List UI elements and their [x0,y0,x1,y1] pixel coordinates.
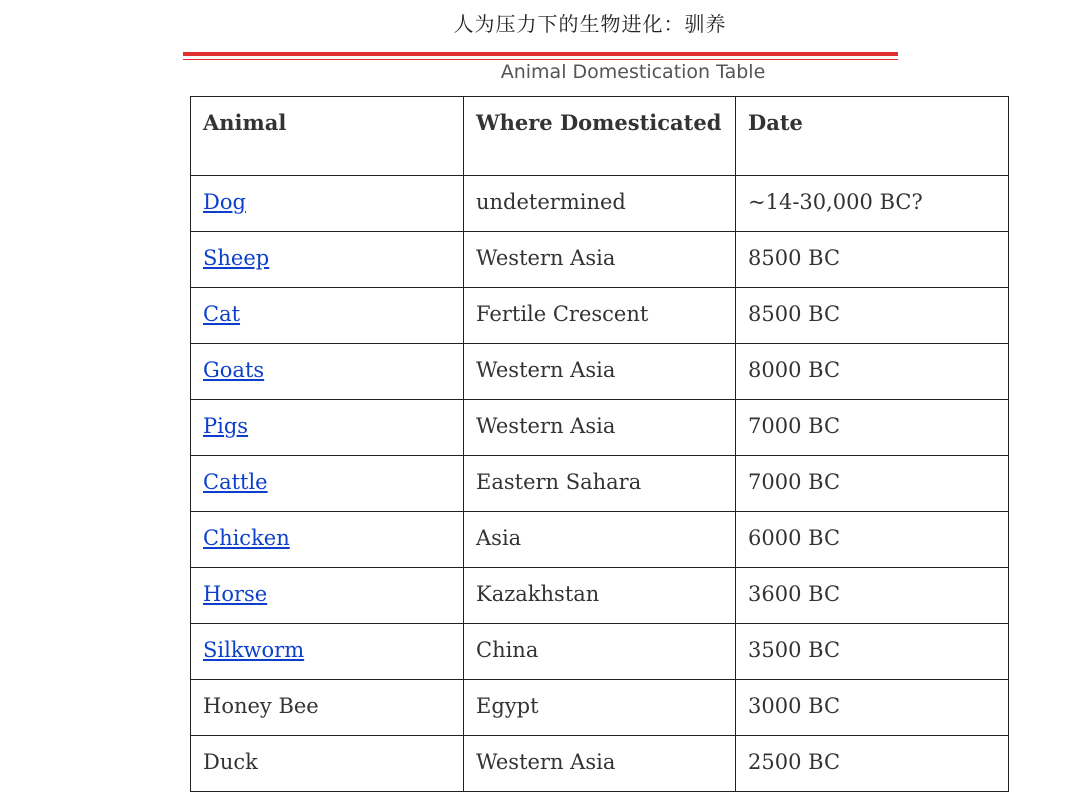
title-underline-thick [183,52,898,56]
animal-cell [191,624,464,680]
animal-cell [191,288,464,344]
title-underline-thin [183,59,898,60]
animal-link-cat[interactable]: Cat [203,302,241,326]
where-cell: Western Asia [464,344,736,400]
date-cell: 8500 BC [736,288,1009,344]
animal-cell [191,456,464,512]
animal-link-goats[interactable]: Goats [203,358,265,382]
date-cell: 7000 BC [736,456,1009,512]
animal-cell: Honey Bee [191,680,464,736]
table-row [191,568,1009,624]
where-cell: Asia [464,512,736,568]
animal-link-sheep[interactable]: Sheep [203,246,270,270]
where-cell: undetermined [464,176,736,232]
where-cell: Western Asia [464,736,736,792]
animal-cell: Duck [191,736,464,792]
table-row [191,344,1009,400]
where-cell: Kazakhstan [464,568,736,624]
where-cell: China [464,624,736,680]
table-row [191,680,1009,736]
animal-cell [191,176,464,232]
date-cell: 8500 BC [736,232,1009,288]
column-header-where-domesticated: Where Domesticated [464,97,736,176]
where-cell: Eastern Sahara [464,456,736,512]
date-cell: 3600 BC [736,568,1009,624]
table-row [191,512,1009,568]
table-row [191,400,1009,456]
date-cell: 8000 BC [736,344,1009,400]
table-row [191,736,1009,792]
date-cell: 3000 BC [736,680,1009,736]
animal-cell [191,568,464,624]
animal-cell [191,232,464,288]
table-header-row [191,97,1009,176]
where-cell: Egypt [464,680,736,736]
animal-link-chicken[interactable]: Chicken [203,526,290,550]
page-title: 人为压力下的生物进化：驯养 [453,12,727,36]
date-cell: 3500 BC [736,624,1009,680]
table-caption: Animal Domestication Table [500,61,766,83]
date-cell: ~14-30,000 BC? [736,176,1009,232]
column-header-animal: Animal [191,97,464,176]
where-cell: Fertile Crescent [464,288,736,344]
animal-link-pigs[interactable]: Pigs [203,414,249,438]
animal-link-dog[interactable]: Dog [203,190,246,214]
table-row [191,232,1009,288]
animal-link-silkworm[interactable]: Silkworm [203,638,305,662]
domestication-table [190,96,1009,792]
column-header-date: Date [736,97,1009,176]
where-cell: Western Asia [464,232,736,288]
date-cell: 2500 BC [736,736,1009,792]
table-row [191,456,1009,512]
animal-cell [191,512,464,568]
animal-cell [191,344,464,400]
animal-link-cattle[interactable]: Cattle [203,470,268,494]
table-row [191,624,1009,680]
date-cell: 7000 BC [736,400,1009,456]
table-row [191,288,1009,344]
where-cell: Western Asia [464,400,736,456]
date-cell: 6000 BC [736,512,1009,568]
animal-link-horse[interactable]: Horse [203,582,268,606]
animal-cell [191,400,464,456]
table-row [191,176,1009,232]
